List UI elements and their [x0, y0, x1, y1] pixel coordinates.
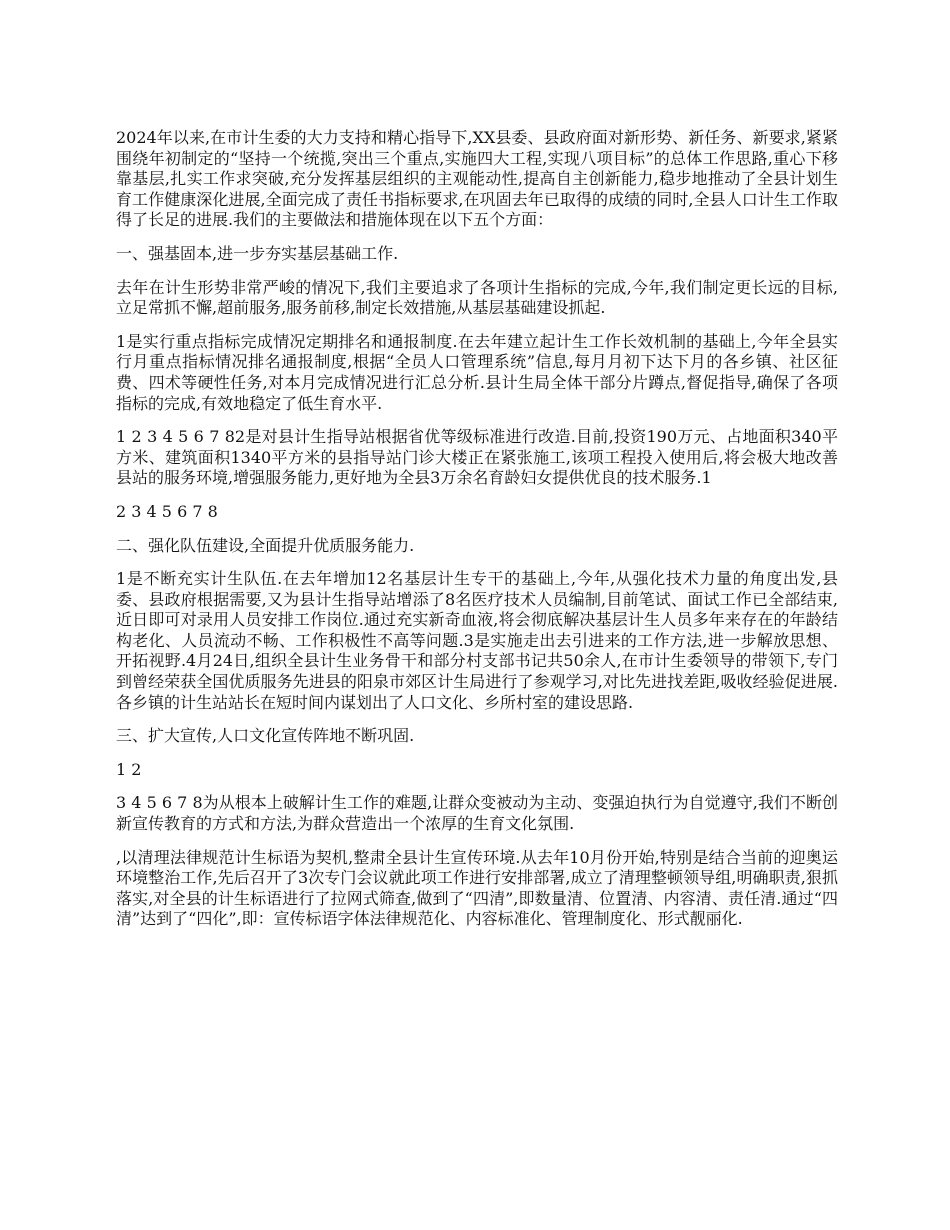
section-heading-1: 一、强基固本,进一步夯实基层基础工作. — [116, 243, 399, 263]
body-paragraph: ,以清理法律规范计生标语为契机,整肃全县计生宣传环境.从去年10月份开始,特别是结合当前的迎奥运环境整治工作,先后召开了3次专门会议就此项工作进行安排部署,成立了清理整顿领导组,明确职责,狠抓落实,对全县的计生标语进行了拉网式筛查,做到了“四清”,即数量清、位置清、内容清、责任清.通过“四清”达到了“四化”,即：宣传标语字体法律规范化、内容标准化、管理制度化、形式靓丽化. — [116, 847, 838, 929]
section-heading-2: 二、强化队伍建设,全面提升优质服务能力. — [116, 535, 415, 555]
intro-paragraph: 2024年以来,在市计生委的大力支持和精心指导下,XX县委、县政府面对新形势、新任务、新要求,紧紧围绕年初制定的“坚持一个统揽,突出三个重点,实施四大工程,实现八项目标”的总体工作思路,重心下移靠基层,扎实工作求突破,充分发挥基层组织的主观能动性,提高自主创新能力,稳步地推动了全县计划生育工作健康深化进展,全面完成了责任书指标要求,在巩固去年已取得的成绩的同时,全县人口计生工作取得了长足的进展.我们的主要做法和措施体现在以下五个方面： — [116, 128, 838, 230]
body-paragraph: 1是实行重点指标完成情况定期排名和通报制度.在去年建立起计生工作长效机制的基础上,今年全县实行月重点指标情况排名通报制度,根据“全员人口管理系统”信息,每月月初下达下月的各乡镇、社区征费、四术等硬性任务,对本月完成情况进行汇总分析.县计生局全体干部分片蹲点,督促指导,确保了各项指标的完成,有效地稳定了低生育水平. — [116, 331, 838, 413]
body-paragraph: 1是不断充实计生队伍.在去年增加12名基层计生专干的基础上,今年,从强化技术力量的角度出发,县委、县政府根据需要,又为县计生指导站增添了8名医疗技术人员编制,目前笔试、面试工作已全部结束,近日即可对录用人员安排工作岗位.通过充实新奇血液,将会彻底解决基层计生人员多年来存在的年龄结构老化、人员流动不畅、工作积极性不高等问题.3是实施走出去引进来的工作方法,进一步解放思想、开拓视野.4月24日,组织全县计生业务骨干和部分村支部书记共50余人,在市计生委领导的带领下,专门到曾经荣获全国优质服务先进县的阳泉市郊区计生局进行了参观学习,对比先进找差距,吸收经验促进展.各乡镇的计生站站长在短时间内谋划出了人口文化、乡所村室的建设思路. — [116, 569, 838, 712]
document-page — [116, 128, 838, 943]
body-paragraph: 去年在计生形势非常严峻的情况下,我们主要追求了各项计生指标的完成,今年,我们制定更长远的目标,立足常抓不懈,超前服务,服务前移,制定长效措施,从基层基础建设抓起. — [116, 277, 838, 318]
section-heading-3: 三、扩大宣传,人口文化宣传阵地不断巩固. — [116, 726, 415, 746]
number-line: 1 2 — [116, 759, 142, 779]
body-paragraph: 3 4 5 6 7 8为从根本上破解计生工作的难题,让群众变被动为主动、变强迫执行为自觉遵守,我们不断创新宣传教育的方式和方法,为群众营造出一个浓厚的生育文化氛围. — [116, 793, 838, 834]
number-line: 2 3 4 5 6 7 8 — [116, 501, 218, 521]
body-paragraph: 1 2 3 4 5 6 7 82是对县计生指导站根据省优等级标准进行改造.目前,投资190万元、占地面积340平方米、建筑面积1340平方米的县指导站门诊大楼正在紧张施工,该项工程投入使用后,将会极大地改善县站的服务环境,增强服务能力,更好地为全县3万余名育龄妇女提供优良的技术服务.1 — [116, 427, 838, 488]
